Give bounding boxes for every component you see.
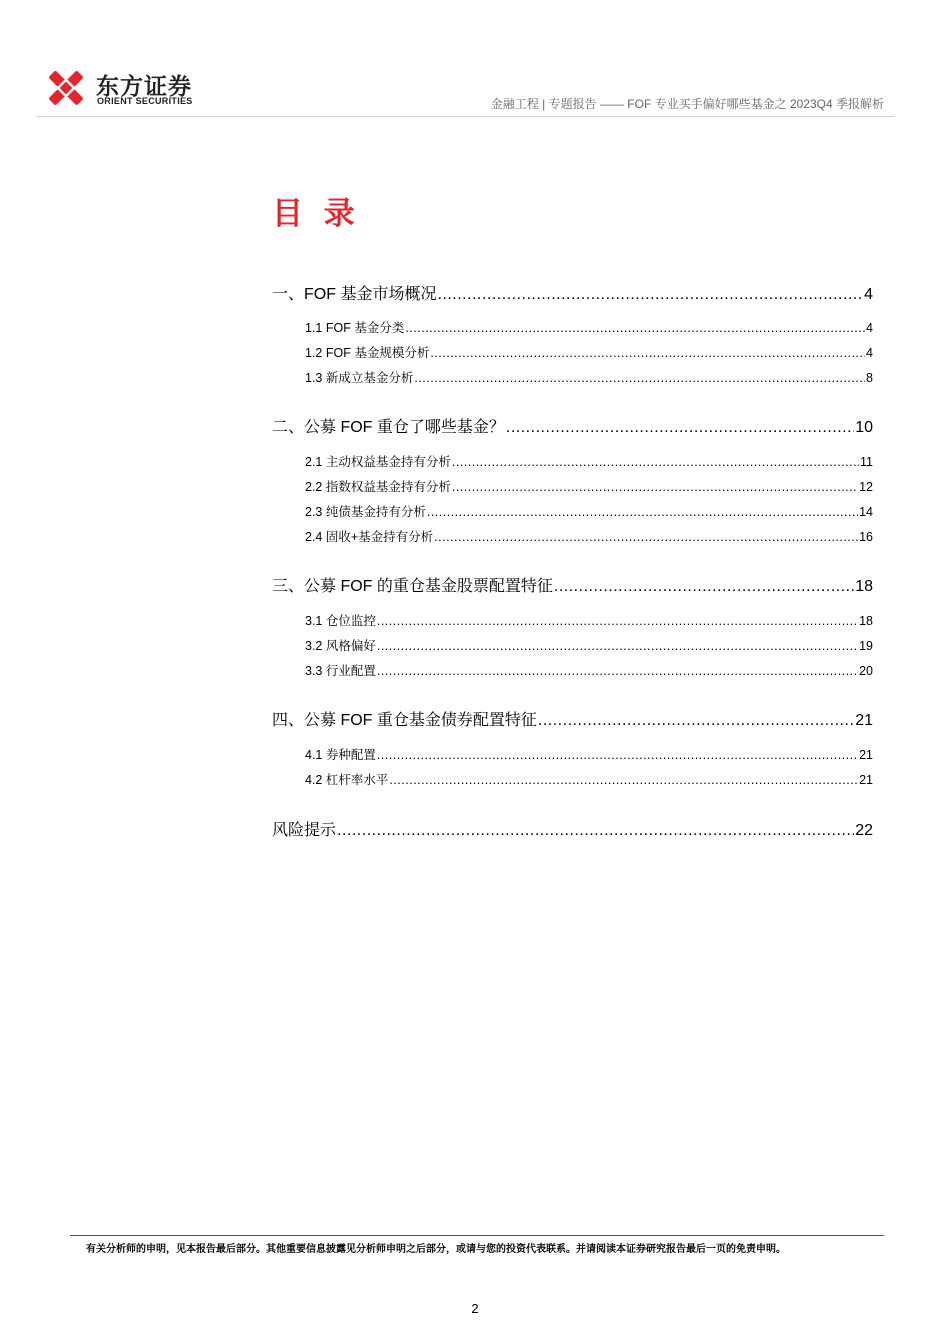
toc-entry-label: 2.4 固收+基金持有分析 <box>305 530 434 544</box>
toc-entry-1-3[interactable] <box>305 368 873 386</box>
toc-dot-leader <box>377 639 858 653</box>
toc-entry-label: 2.3 纯债基金持有分析 <box>305 505 426 519</box>
toc-entry-label: 风险提示 <box>272 822 337 839</box>
toc-dot-leader <box>377 664 858 678</box>
footer-disclaimer: 有关分析师的申明，见本报告最后部分。其他重要信息披露见分析师申明之后部分，或请与您的投资代表联系。并请阅读本证券研究报告最后一页的免责申明。 <box>86 1244 786 1255</box>
toc-entry-1-2[interactable] <box>305 343 873 361</box>
toc-entry-3-3[interactable] <box>305 661 873 679</box>
toc-entry-page: 14 <box>859 505 873 519</box>
toc-dot-leader <box>427 505 858 519</box>
page-number: 2 <box>471 1301 479 1316</box>
toc-dot-leader <box>377 748 858 762</box>
toc-dot-leader <box>337 822 854 840</box>
toc-entry-page: 8 <box>866 371 873 385</box>
toc-entry-label: 3.3 行业配置 <box>305 664 376 678</box>
toc-dot-leader <box>452 455 859 469</box>
toc-entry-2-4[interactable] <box>305 527 873 545</box>
toc-title: 目 录 <box>272 196 361 231</box>
footer-divider <box>70 1235 884 1236</box>
toc-dot-leader <box>430 346 865 360</box>
toc-entry-page: 19 <box>859 639 873 653</box>
toc-entry-label: 2.1 主动权益基金持有分析 <box>305 455 451 469</box>
orient-securities-logo-icon <box>44 66 88 110</box>
toc-entry-2-1[interactable] <box>305 452 873 470</box>
toc-entry-section-4[interactable] <box>272 707 873 729</box>
toc-dot-leader <box>506 419 854 437</box>
toc-dot-leader <box>389 773 858 787</box>
toc-dot-leader <box>377 614 858 628</box>
toc-entry-label: 2.2 指数权益基金持有分析 <box>305 480 451 494</box>
toc-dot-leader <box>405 321 865 335</box>
toc-entry-section-2[interactable] <box>272 414 873 436</box>
toc-entry-label: 3.1 仓位监控 <box>305 614 376 628</box>
toc-entry-label: 1.2 FOF 基金规模分析 <box>305 346 430 360</box>
toc-entry-4-1[interactable] <box>305 745 873 763</box>
toc-entry-page: 11 <box>860 455 873 469</box>
toc-entry-label: 3.2 风格偏好 <box>305 639 376 653</box>
toc-entry-page: 12 <box>859 480 873 494</box>
brand-name-cn: 东方证券 <box>96 73 192 99</box>
toc-entry-risk-warning[interactable] <box>272 817 873 839</box>
toc-entry-page: 21 <box>859 748 873 762</box>
toc-entry-page: 16 <box>859 530 873 544</box>
brand-logo <box>44 66 214 110</box>
toc-dot-leader <box>554 578 854 596</box>
toc-entry-2-3[interactable] <box>305 502 873 520</box>
toc-entry-page: 21 <box>855 712 873 729</box>
toc-entry-page: 10 <box>855 419 873 436</box>
toc-entry-label: 二、公募 FOF 重仓了哪些基金？ <box>272 419 505 436</box>
toc-entry-label: 4.1 券种配置 <box>305 748 376 762</box>
toc-entry-page: 4 <box>866 321 873 335</box>
toc-entry-4-2[interactable] <box>305 770 873 788</box>
toc-dot-leader <box>437 286 863 304</box>
toc-entry-page: 20 <box>859 664 873 678</box>
toc-entry-label: 四、公募 FOF 重仓基金债券配置特征 <box>272 712 537 729</box>
toc-entry-label: 4.2 杠杆率水平 <box>305 773 389 787</box>
toc-entry-section-1[interactable] <box>272 281 873 303</box>
toc-entry-3-2[interactable] <box>305 636 873 654</box>
toc-dot-leader <box>538 712 854 730</box>
toc-dot-leader <box>414 371 865 385</box>
toc-entry-3-1[interactable] <box>305 611 873 629</box>
toc-entry-page: 22 <box>855 822 873 839</box>
brand-name-en: ORIENT SECURITIES <box>97 96 193 106</box>
report-header: 金融工程 | 专题报告 —— FOF 专业买手偏好哪些基金之 2023Q4 季报解析 <box>490 97 884 111</box>
toc-entry-label: 1.1 FOF 基金分类 <box>305 321 405 335</box>
toc-entry-label: 一、FOF 基金市场概况 <box>272 286 437 303</box>
toc-entry-label: 1.3 新成立基金分析 <box>305 371 414 385</box>
toc-entry-2-2[interactable] <box>305 477 873 495</box>
toc-entry-label: 三、公募 FOF 的重仓基金股票配置特征 <box>272 578 553 595</box>
toc-entry-page: 4 <box>864 286 873 303</box>
toc-entry-page: 18 <box>859 614 873 628</box>
toc-dot-leader <box>452 480 858 494</box>
toc-entry-page: 4 <box>866 346 873 360</box>
toc-entry-page: 18 <box>855 578 873 595</box>
toc-dot-leader <box>434 530 858 544</box>
toc-entry-page: 21 <box>859 773 873 787</box>
header-divider <box>36 116 894 117</box>
toc-entry-1-1[interactable] <box>305 318 873 336</box>
toc-entry-section-3[interactable] <box>272 573 873 595</box>
